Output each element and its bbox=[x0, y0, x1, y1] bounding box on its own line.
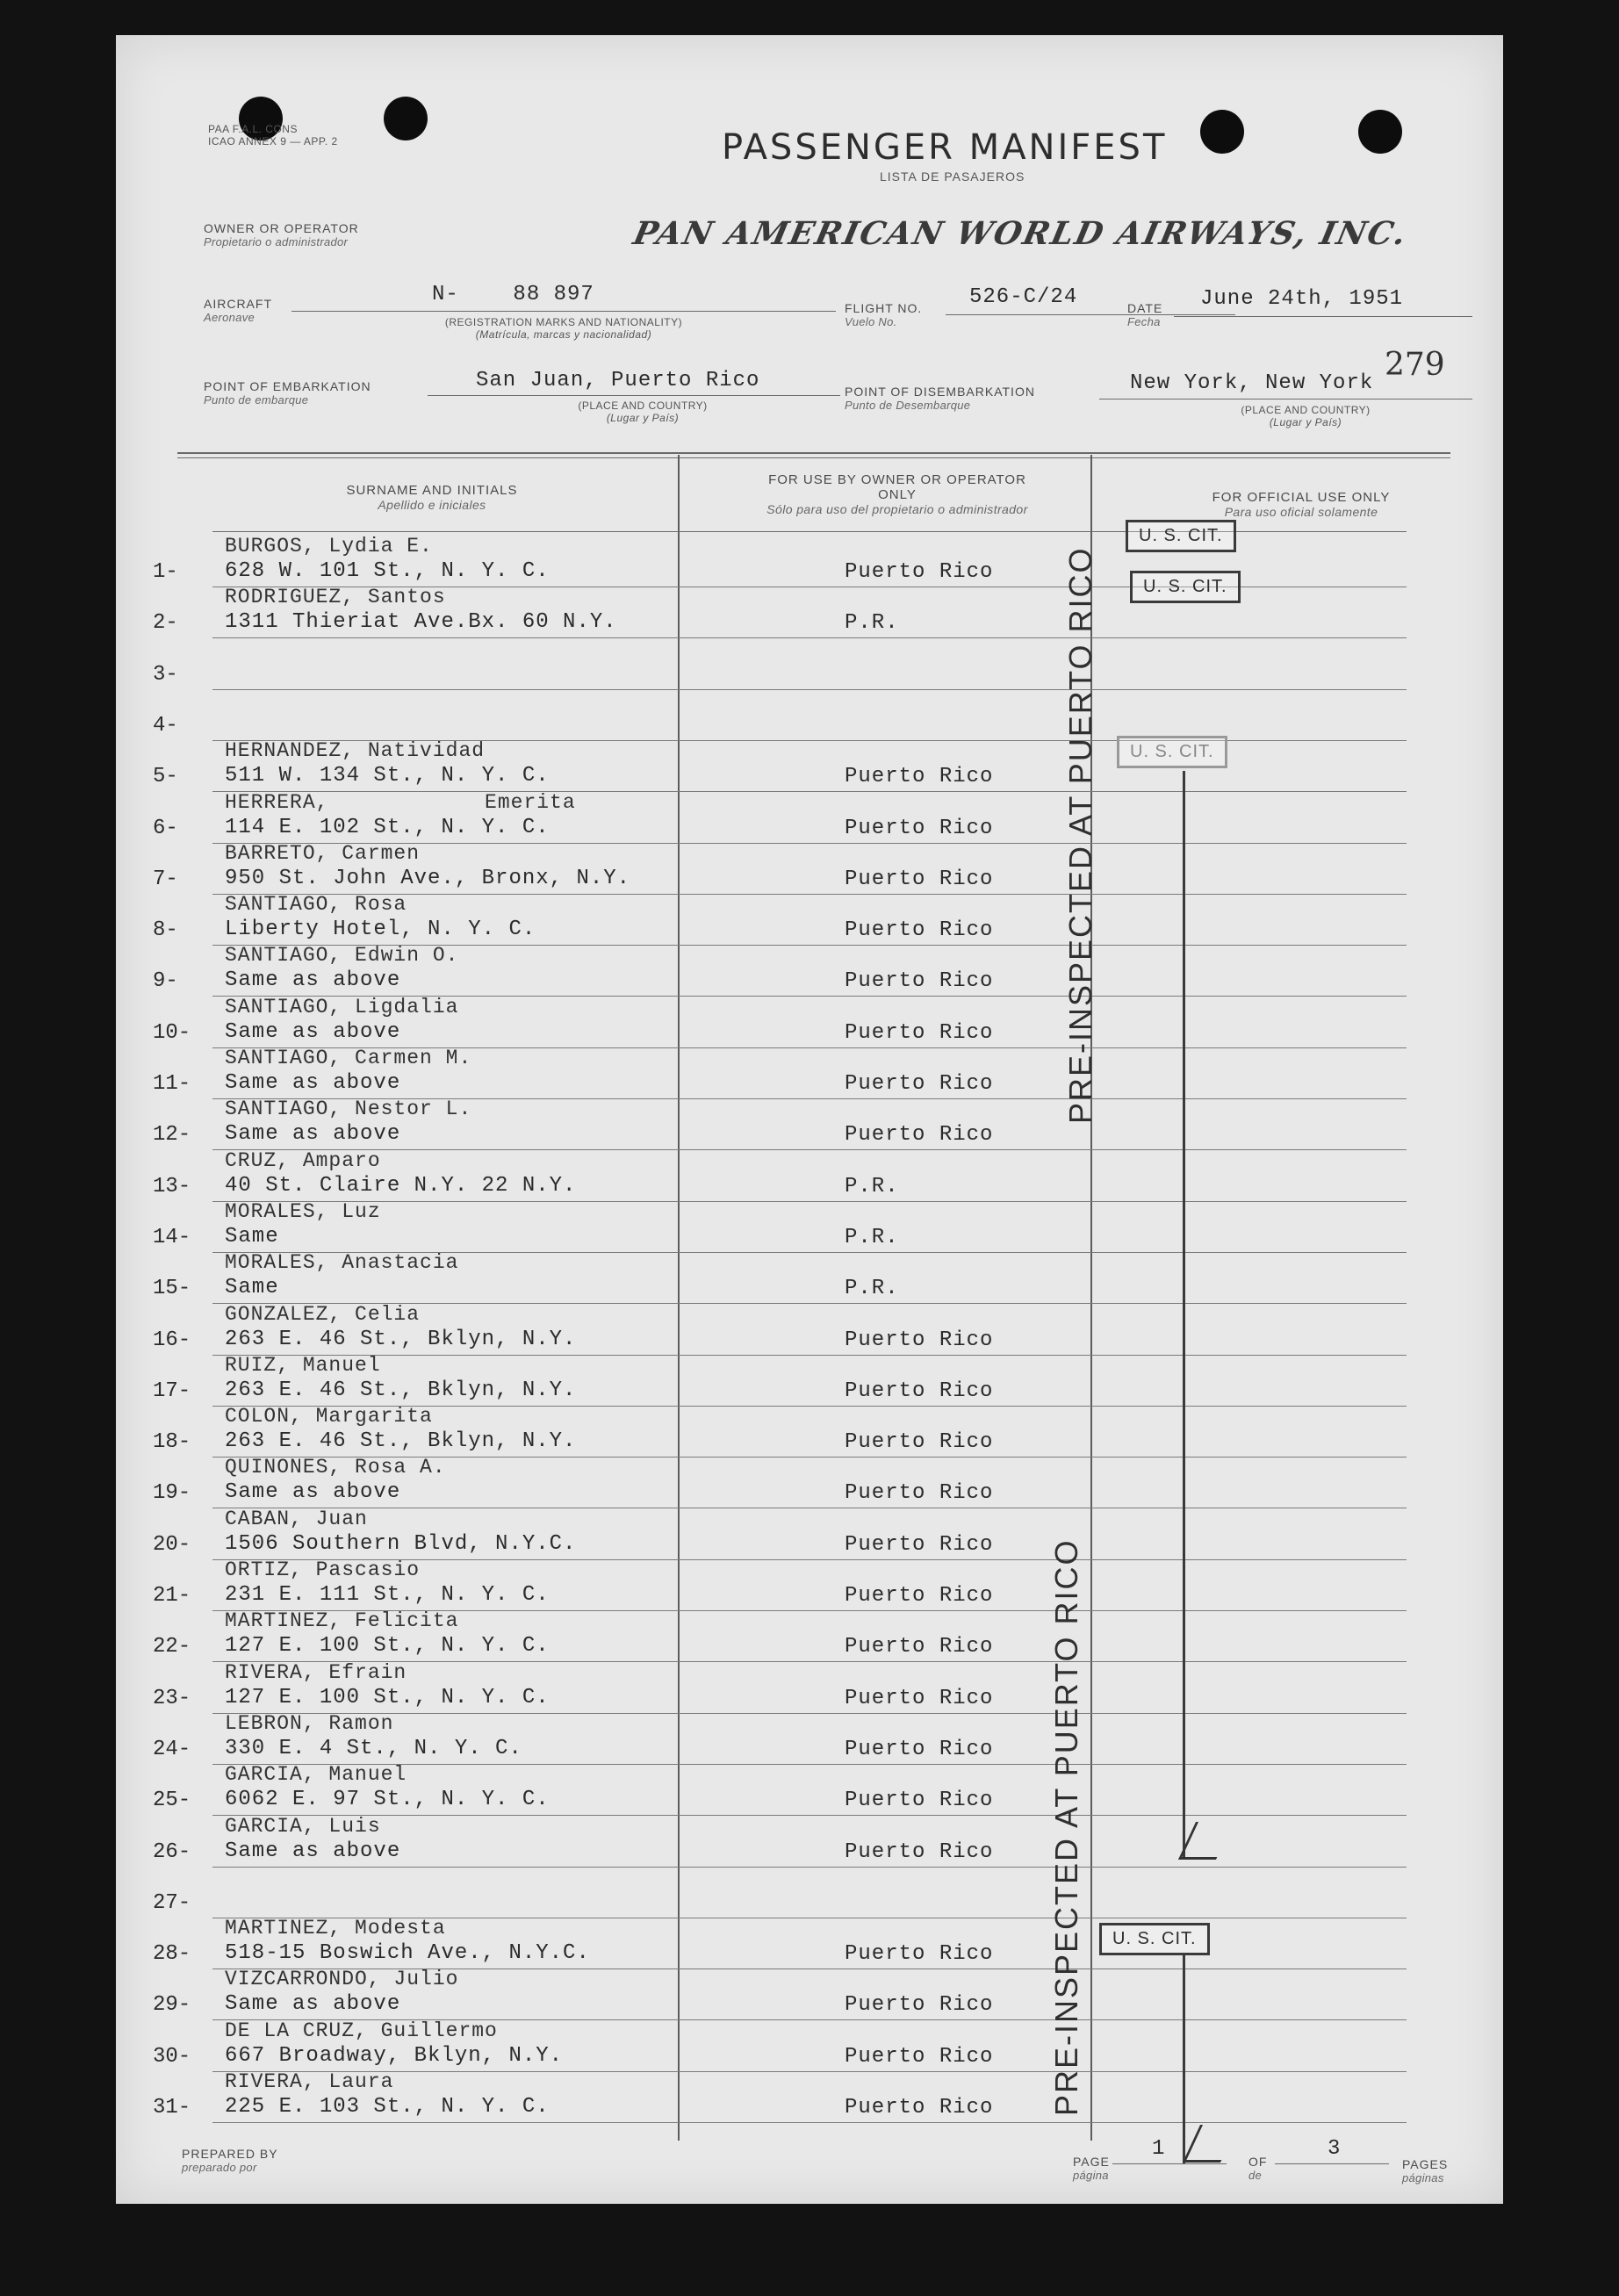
form-reference-line2: ICAO ANNEX 9 — APP. 2 bbox=[208, 135, 338, 148]
page-subtitle: LISTA DE PASAJEROS bbox=[880, 169, 1025, 184]
passenger-address: Same as above bbox=[225, 1992, 401, 2017]
passenger-origin: Puerto Rico bbox=[845, 1993, 994, 2018]
page-number: 1 bbox=[1152, 2137, 1166, 2161]
passenger-origin: Puerto Rico bbox=[845, 2096, 994, 2120]
passenger-name: RODRIGUEZ, Santos bbox=[225, 586, 446, 609]
passenger-address: 40 St. Claire N.Y. 22 N.Y. bbox=[225, 1173, 577, 1198]
disembark-place-note bbox=[1191, 404, 1420, 428]
disembark-place-note-en: (PLACE AND COUNTRY) bbox=[1241, 404, 1371, 416]
passenger-origin: Puerto Rico bbox=[845, 867, 994, 891]
preinspected-stamp: PRE-INSPECTED AT PUERTO RICO bbox=[1048, 1538, 1084, 2116]
passenger-row bbox=[116, 1046, 1503, 1097]
aircraft-label-en: AIRCRAFT bbox=[204, 297, 272, 311]
passenger-name: ORTIZ, Pascasio bbox=[225, 1558, 421, 1581]
passenger-origin: Puerto Rico bbox=[845, 1584, 994, 1608]
passenger-name: QUINONES, Rosa A. bbox=[225, 1456, 446, 1479]
row-number: 22- bbox=[153, 1635, 191, 1659]
embark-label-es: Punto de embarque bbox=[204, 393, 309, 407]
passenger-name: SANTIAGO, Edwin O. bbox=[225, 944, 459, 968]
row-number: 14- bbox=[153, 1225, 191, 1249]
passenger-row bbox=[116, 687, 1503, 738]
passenger-origin: Puerto Rico bbox=[845, 1430, 994, 1455]
row-number: 31- bbox=[153, 2096, 191, 2120]
row-number: 9- bbox=[153, 969, 178, 994]
passenger-row bbox=[116, 995, 1503, 1046]
row-rule bbox=[212, 2122, 1407, 2123]
passenger-row bbox=[116, 841, 1503, 892]
table-top-rule-2 bbox=[177, 457, 1450, 458]
disembark-label-en: POINT OF DISEMBARKATION bbox=[845, 385, 1035, 399]
registration-note bbox=[414, 316, 713, 341]
form-reference bbox=[208, 123, 338, 148]
us-citizen-stamp: U. S. CIT. bbox=[1130, 571, 1241, 603]
embark-place-note-es: (Lugar y País) bbox=[606, 412, 680, 424]
passenger-origin: Puerto Rico bbox=[845, 1378, 994, 1403]
page-line bbox=[1112, 2163, 1227, 2164]
passenger-origin: Puerto Rico bbox=[845, 816, 994, 840]
row-number: 28- bbox=[153, 1942, 191, 1967]
passenger-address: Same as above bbox=[225, 1839, 401, 1863]
pages-label-es: páginas bbox=[1402, 2171, 1444, 2184]
passenger-row bbox=[116, 1250, 1503, 1301]
registration-note-es: (Matrícula, marcas y nacionalidad) bbox=[475, 328, 652, 341]
passenger-row bbox=[116, 637, 1503, 687]
surname-column-header-es: Apellido e iniciales bbox=[378, 498, 486, 512]
aircraft-label-es: Aeronave bbox=[204, 311, 255, 324]
passenger-row bbox=[116, 1865, 1503, 1916]
passenger-address: 628 W. 101 St., N. Y. C. bbox=[225, 559, 550, 583]
passenger-row bbox=[116, 1711, 1503, 1762]
passenger-row bbox=[116, 1404, 1503, 1455]
row-number: 21- bbox=[153, 1584, 191, 1608]
passenger-address: 330 E. 4 St., N. Y. C. bbox=[225, 1736, 522, 1760]
us-citizen-stamp: U. S. CIT. bbox=[1099, 1923, 1210, 1955]
us-citizen-stamp: U. S. CIT. bbox=[1126, 520, 1236, 552]
passenger-row bbox=[116, 1558, 1503, 1609]
embark-place-note bbox=[520, 399, 766, 424]
row-number: 8- bbox=[153, 918, 178, 943]
embark-label bbox=[204, 379, 371, 407]
row-number: 16- bbox=[153, 1328, 191, 1352]
passenger-name: SANTIAGO, Ligdalia bbox=[225, 995, 459, 1018]
passenger-name: CABAN, Juan bbox=[225, 1507, 368, 1530]
table-top-rule bbox=[177, 452, 1450, 454]
stamp-bracket-line bbox=[1183, 1954, 1185, 2164]
passenger-name: COLON, Margarita bbox=[225, 1405, 433, 1429]
passenger-row bbox=[116, 1148, 1503, 1199]
owner-use-column-header bbox=[766, 472, 1029, 517]
row-number: 24- bbox=[153, 1737, 191, 1761]
date-label-en: DATE bbox=[1127, 301, 1163, 315]
passenger-name: BURGOS, Lydia E. bbox=[225, 535, 433, 558]
passenger-row bbox=[116, 1660, 1503, 1711]
pages-label-en: PAGES bbox=[1402, 2157, 1449, 2171]
embark-label-en: POINT OF EMBARKATION bbox=[204, 379, 371, 393]
row-number: 15- bbox=[153, 1277, 191, 1301]
passenger-origin: Puerto Rico bbox=[845, 2044, 994, 2069]
row-number: 10- bbox=[153, 1020, 191, 1045]
passenger-address: Same as above bbox=[225, 1122, 401, 1147]
official-column-header bbox=[1126, 490, 1477, 520]
passenger-name: RUIZ, Manuel bbox=[225, 1353, 381, 1377]
passenger-name: RIVERA, Efrain bbox=[225, 1660, 407, 1684]
passenger-name: VIZCARRONDO, Julio bbox=[225, 1968, 459, 1991]
disembark-point: New York, New York bbox=[1130, 371, 1374, 395]
passenger-origin: Puerto Rico bbox=[845, 1942, 994, 1967]
date-line bbox=[1174, 316, 1472, 317]
passenger-name: RIVERA, Laura bbox=[225, 2070, 394, 2093]
passenger-name: SANTIAGO, Carmen M. bbox=[225, 1047, 472, 1069]
passenger-row bbox=[116, 1302, 1503, 1353]
passenger-origin: P.R. bbox=[845, 1277, 899, 1301]
row-number: 1- bbox=[153, 560, 178, 584]
row-number: 19- bbox=[153, 1481, 191, 1506]
preinspected-stamp: PRE-INSPECTED AT PUERTO RICO bbox=[1062, 546, 1098, 1124]
page-label-en: PAGE bbox=[1073, 2155, 1110, 2169]
passenger-name: GARCIA, Luis bbox=[225, 1814, 381, 1838]
passenger-origin: Puerto Rico bbox=[845, 560, 994, 584]
passenger-row bbox=[116, 1097, 1503, 1148]
prepared-by-label-es: preparado por bbox=[182, 2161, 257, 2174]
owner-label-es: Propietario o administrador bbox=[204, 235, 349, 248]
pages-label bbox=[1402, 2157, 1448, 2185]
date-label bbox=[1127, 301, 1162, 329]
passenger-name: MORALES, Anastacia bbox=[225, 1251, 459, 1275]
passenger-address: Same as above bbox=[225, 1071, 401, 1095]
disembark-place-note-es: (Lugar y País) bbox=[1269, 416, 1342, 428]
passenger-address: Same as above bbox=[225, 1480, 401, 1505]
passenger-origin: P.R. bbox=[845, 1225, 899, 1249]
passenger-row bbox=[116, 534, 1503, 585]
passenger-origin: P.R. bbox=[845, 1174, 899, 1198]
flight-date: June 24th, 1951 bbox=[1200, 287, 1404, 311]
passenger-address: Same bbox=[225, 1276, 279, 1300]
passenger-name: LEBRON, Ramon bbox=[225, 1711, 394, 1735]
embark-line bbox=[428, 395, 840, 396]
row-number: 11- bbox=[153, 1072, 191, 1096]
row-number: 7- bbox=[153, 867, 178, 891]
passenger-origin: Puerto Rico bbox=[845, 1020, 994, 1045]
row-number: 17- bbox=[153, 1378, 191, 1403]
row-number: 23- bbox=[153, 1686, 191, 1710]
official-column-header-en: FOR OFFICIAL USE ONLY bbox=[1212, 490, 1391, 505]
flight-label-es: Vuelo No. bbox=[845, 315, 897, 328]
passenger-address: 127 E. 100 St., N. Y. C. bbox=[225, 1634, 550, 1659]
passenger-origin: Puerto Rico bbox=[845, 969, 994, 994]
embark-point: San Juan, Puerto Rico bbox=[476, 369, 760, 392]
passenger-name: MARTINEZ, Felicita bbox=[225, 1609, 459, 1633]
passenger-origin: Puerto Rico bbox=[845, 1737, 994, 1761]
passenger-address: 263 E. 46 St., Bklyn, N.Y. bbox=[225, 1327, 577, 1351]
disembark-label bbox=[845, 385, 1035, 413]
page-total-line bbox=[1275, 2163, 1389, 2164]
passenger-address: 231 E. 111 St., N. Y. C. bbox=[225, 1583, 550, 1607]
passenger-address: Same as above bbox=[225, 968, 401, 993]
owner-use-column-header-es: Sólo para uso del propietario o administrador bbox=[766, 502, 1028, 516]
passenger-origin: Puerto Rico bbox=[845, 1123, 994, 1148]
passenger-origin: Puerto Rico bbox=[845, 1072, 994, 1096]
passenger-address: Liberty Hotel, N. Y. C. bbox=[225, 918, 536, 942]
row-number: 5- bbox=[153, 765, 178, 789]
passenger-origin: Puerto Rico bbox=[845, 918, 994, 943]
official-column-header-es: Para uso oficial solamente bbox=[1224, 505, 1378, 519]
disembark-label-es: Punto de Desembarque bbox=[845, 399, 971, 412]
airline-name: PAN AMERICAN WORLD AIRWAYS, INC. bbox=[630, 215, 1412, 252]
passenger-row bbox=[116, 1353, 1503, 1404]
of-label bbox=[1248, 2155, 1267, 2183]
page-total: 3 bbox=[1328, 2137, 1342, 2161]
aircraft-registration: N- 88 897 bbox=[432, 283, 594, 306]
passenger-name: MARTINEZ, Modesta bbox=[225, 1917, 446, 1940]
row-number: 26- bbox=[153, 1839, 191, 1864]
registration-note-en: (REGISTRATION MARKS AND NATIONALITY) bbox=[444, 316, 683, 328]
passenger-origin: Puerto Rico bbox=[845, 1328, 994, 1352]
check-mark bbox=[1183, 2125, 1238, 2163]
passenger-row bbox=[116, 2019, 1503, 2069]
passenger-row bbox=[116, 2069, 1503, 2120]
row-number: 18- bbox=[153, 1430, 191, 1455]
row-number: 20- bbox=[153, 1532, 191, 1557]
passenger-name: MORALES, Luz bbox=[225, 1199, 381, 1223]
passenger-origin: Puerto Rico bbox=[845, 1532, 994, 1557]
page-label bbox=[1073, 2155, 1110, 2183]
passenger-name: BARRETO, Carmen bbox=[225, 841, 421, 865]
row-number: 12- bbox=[153, 1123, 191, 1148]
passenger-name: HERNANDEZ, Natividad bbox=[225, 739, 486, 763]
passenger-name: SANTIAGO, Rosa bbox=[225, 893, 407, 917]
punch-hole bbox=[384, 97, 428, 140]
passenger-origin: Puerto Rico bbox=[845, 1686, 994, 1710]
form-reference-line1: PAA F.A.L. CONS bbox=[208, 123, 298, 135]
owner-use-column-header-en: FOR USE BY OWNER OR OPERATOR ONLY bbox=[768, 472, 1026, 502]
row-number: 27- bbox=[153, 1890, 191, 1915]
passenger-row bbox=[116, 943, 1503, 994]
owner-label-en: OWNER OR OPERATOR bbox=[204, 221, 359, 235]
passenger-row bbox=[116, 892, 1503, 943]
passenger-origin: Puerto Rico bbox=[845, 1839, 994, 1864]
passenger-address: 518-15 Boswich Ave., N.Y.C. bbox=[225, 1941, 590, 1966]
passenger-address: 6062 E. 97 St., N. Y. C. bbox=[225, 1788, 550, 1812]
embark-place-note-en: (PLACE AND COUNTRY) bbox=[578, 399, 708, 412]
row-number: 13- bbox=[153, 1174, 191, 1198]
aircraft-line bbox=[291, 311, 836, 312]
passenger-name: GONZALEZ, Celia bbox=[225, 1302, 421, 1326]
passenger-address: 225 E. 103 St., N. Y. C. bbox=[225, 2095, 550, 2119]
date-label-es: Fecha bbox=[1127, 315, 1161, 328]
row-number: 6- bbox=[153, 816, 178, 840]
punch-hole bbox=[1358, 110, 1402, 154]
passenger-address: 1506 Southern Blvd, N.Y.C. bbox=[225, 1531, 577, 1556]
passenger-row bbox=[116, 1199, 1503, 1250]
passenger-row bbox=[116, 1967, 1503, 2018]
passenger-address: 950 St. John Ave., Bronx, N.Y. bbox=[225, 866, 631, 890]
passenger-name: DE LA CRUZ, Guillermo bbox=[225, 2019, 498, 2042]
owner-label bbox=[204, 221, 359, 249]
passenger-row bbox=[116, 1507, 1503, 1558]
passenger-address: 263 E. 46 St., Bklyn, N.Y. bbox=[225, 1429, 577, 1454]
passenger-address: Same as above bbox=[225, 1019, 401, 1044]
passenger-address: 114 E. 102 St., N. Y. C. bbox=[225, 815, 550, 839]
flight-number: 526-C/24 bbox=[969, 285, 1078, 309]
passenger-row bbox=[116, 1609, 1503, 1659]
punch-hole bbox=[1200, 110, 1244, 154]
passenger-row bbox=[116, 790, 1503, 841]
row-number: 4- bbox=[153, 713, 178, 738]
passenger-name: GARCIA, Manuel bbox=[225, 1763, 407, 1787]
passenger-address: 1311 Thieriat Ave.Bx. 60 N.Y. bbox=[225, 610, 617, 635]
flight-label bbox=[845, 301, 922, 329]
page-title: PASSENGER MANIFEST bbox=[722, 127, 1168, 168]
passenger-origin: Puerto Rico bbox=[845, 1635, 994, 1659]
passenger-origin: Puerto Rico bbox=[845, 765, 994, 789]
flight-label-en: FLIGHT NO. bbox=[845, 301, 923, 315]
surname-column-header bbox=[221, 483, 643, 513]
passenger-origin: P.R. bbox=[845, 611, 899, 636]
of-label-es: de bbox=[1248, 2169, 1263, 2182]
page-label-es: página bbox=[1073, 2169, 1109, 2182]
surname-column-header-en: SURNAME AND INITIALS bbox=[346, 483, 518, 498]
prepared-by-label bbox=[182, 2147, 278, 2175]
passenger-origin: Puerto Rico bbox=[845, 1481, 994, 1506]
passenger-name: CRUZ, Amparo bbox=[225, 1148, 381, 1172]
row-number: 30- bbox=[153, 2044, 191, 2069]
row-number: 2- bbox=[153, 611, 178, 636]
row-number: 25- bbox=[153, 1789, 191, 1813]
manifest-sheet bbox=[116, 35, 1503, 2204]
passenger-address: 667 Broadway, Bklyn, N.Y. bbox=[225, 2043, 564, 2068]
passenger-row bbox=[116, 1455, 1503, 1506]
passenger-name: SANTIAGO, Nestor L. bbox=[225, 1098, 472, 1121]
passenger-address: 511 W. 134 St., N. Y. C. bbox=[225, 764, 550, 788]
passenger-address: 263 E. 46 St., Bklyn, N.Y. bbox=[225, 1378, 577, 1402]
passenger-address: Same bbox=[225, 1224, 279, 1249]
passenger-row bbox=[116, 585, 1503, 636]
stamp-bracket-line bbox=[1183, 771, 1185, 1860]
passenger-row bbox=[116, 1814, 1503, 1865]
of-label-en: OF bbox=[1248, 2155, 1268, 2169]
passenger-name: HERRERA, Emerita bbox=[225, 790, 576, 814]
row-number: 29- bbox=[153, 1993, 191, 2018]
prepared-by-label-en: PREPARED BY bbox=[182, 2147, 278, 2161]
passenger-row bbox=[116, 1916, 1503, 1967]
row-number: 3- bbox=[153, 662, 178, 687]
aircraft-label bbox=[204, 297, 272, 325]
passenger-address: 127 E. 100 St., N. Y. C. bbox=[225, 1685, 550, 1709]
serial-number: 279 bbox=[1385, 347, 1445, 383]
passenger-row bbox=[116, 1762, 1503, 1813]
us-citizen-stamp: U. S. CIT. bbox=[1117, 736, 1227, 768]
passenger-origin: Puerto Rico bbox=[845, 1789, 994, 1813]
passenger-row bbox=[116, 738, 1503, 789]
flight-line bbox=[946, 314, 1235, 315]
